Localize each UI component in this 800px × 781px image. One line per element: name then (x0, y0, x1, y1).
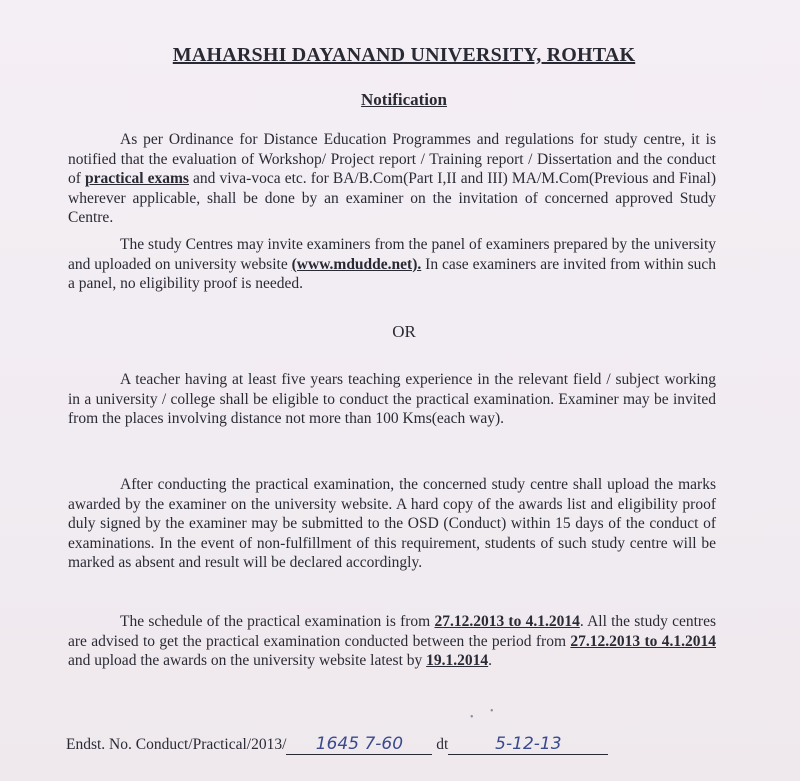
endorsement-date-handwritten: 5-12-13 (448, 734, 608, 755)
paragraph-upload-marks (68, 475, 716, 573)
paragraph-ordinance-text-a: As per Ordinance for Distance Education Programmes and regulations for study centre, it is notified that the evaluation of Workshop/ Project report / Training report / Dissertation and the conduct of (68, 131, 716, 187)
university-title: MAHARSHI DAYANAND UNIVERSITY, ROHTAK (172, 44, 636, 66)
paragraph-schedule-text-c: and upload the awards on the university website latest by (68, 652, 427, 669)
ink-speck: • (470, 712, 474, 723)
paragraph-upload-marks-text: After conducting the practical examination, the concerned study centre shall upload the marks awarded by the examiner on the university website. A hard copy of the awards list and eligibility proof duly signed by the examiner may be submitted to the OSD (Conduct) within 15 days of the conduct of examinations. In the event of non-fulfillment of this requirement, students of such study centre will be marked as absent and result will be declared accordingly. (68, 476, 716, 571)
schedule-period-1: 27.12.2013 to 4.1.2014 (434, 613, 580, 630)
practical-exams-emphasis: practical exams (85, 170, 189, 187)
ink-speck: • (490, 706, 494, 717)
university-website-link: (www.mdudde.net). (291, 255, 422, 273)
upload-deadline: 19.1.2014 (426, 652, 489, 669)
paragraph-panel-text-a: The study Centres may invite examiners from the panel of examiners prepared by the university and uploaded on university website (68, 236, 716, 273)
paragraph-teacher-eligibility-text: A teacher having at least five years teaching experience in the relevant field / subject working in a university / college shall be eligible to conduct the practical examination. Examiner may be invited from the places involving distance not more than 100 Kms(each way). (68, 371, 716, 427)
notification-heading: Notification (361, 90, 447, 109)
paragraph-schedule-text-a: The schedule of the practical examination is from (120, 613, 435, 630)
endorsement-number-handwritten: 1645 7-60 (286, 734, 432, 755)
paragraph-panel-text-b: In case examiners are invited from within such a panel, no eligibility proof is needed. (68, 255, 716, 292)
schedule-period-2: 27.12.2013 to 4.1.2014 (570, 632, 716, 650)
endorsement-date-label: dt (436, 736, 449, 753)
paragraph-schedule-text-b: . All the study centres are advised to get the practical examination conducted between the period from (68, 613, 716, 650)
or-separator: OR (392, 322, 416, 341)
endorsement-line (66, 734, 608, 755)
paragraph-panel (68, 235, 716, 294)
endorsement-prefix: Endst. No. Conduct/Practical/2013/ (66, 736, 287, 753)
paragraph-teacher-eligibility (68, 370, 716, 429)
paragraph-ordinance-text-b: and viva-voca etc. for BA/B.Com(Part I,II and III) MA/M.Com(Previous and Final) wherever applicable, shall be done by an examiner on the invitation of concerned approved Study Centre. (68, 170, 716, 226)
paragraph-ordinance (68, 130, 716, 228)
paragraph-schedule (68, 612, 716, 671)
paragraph-schedule-text-d: . (488, 652, 493, 669)
